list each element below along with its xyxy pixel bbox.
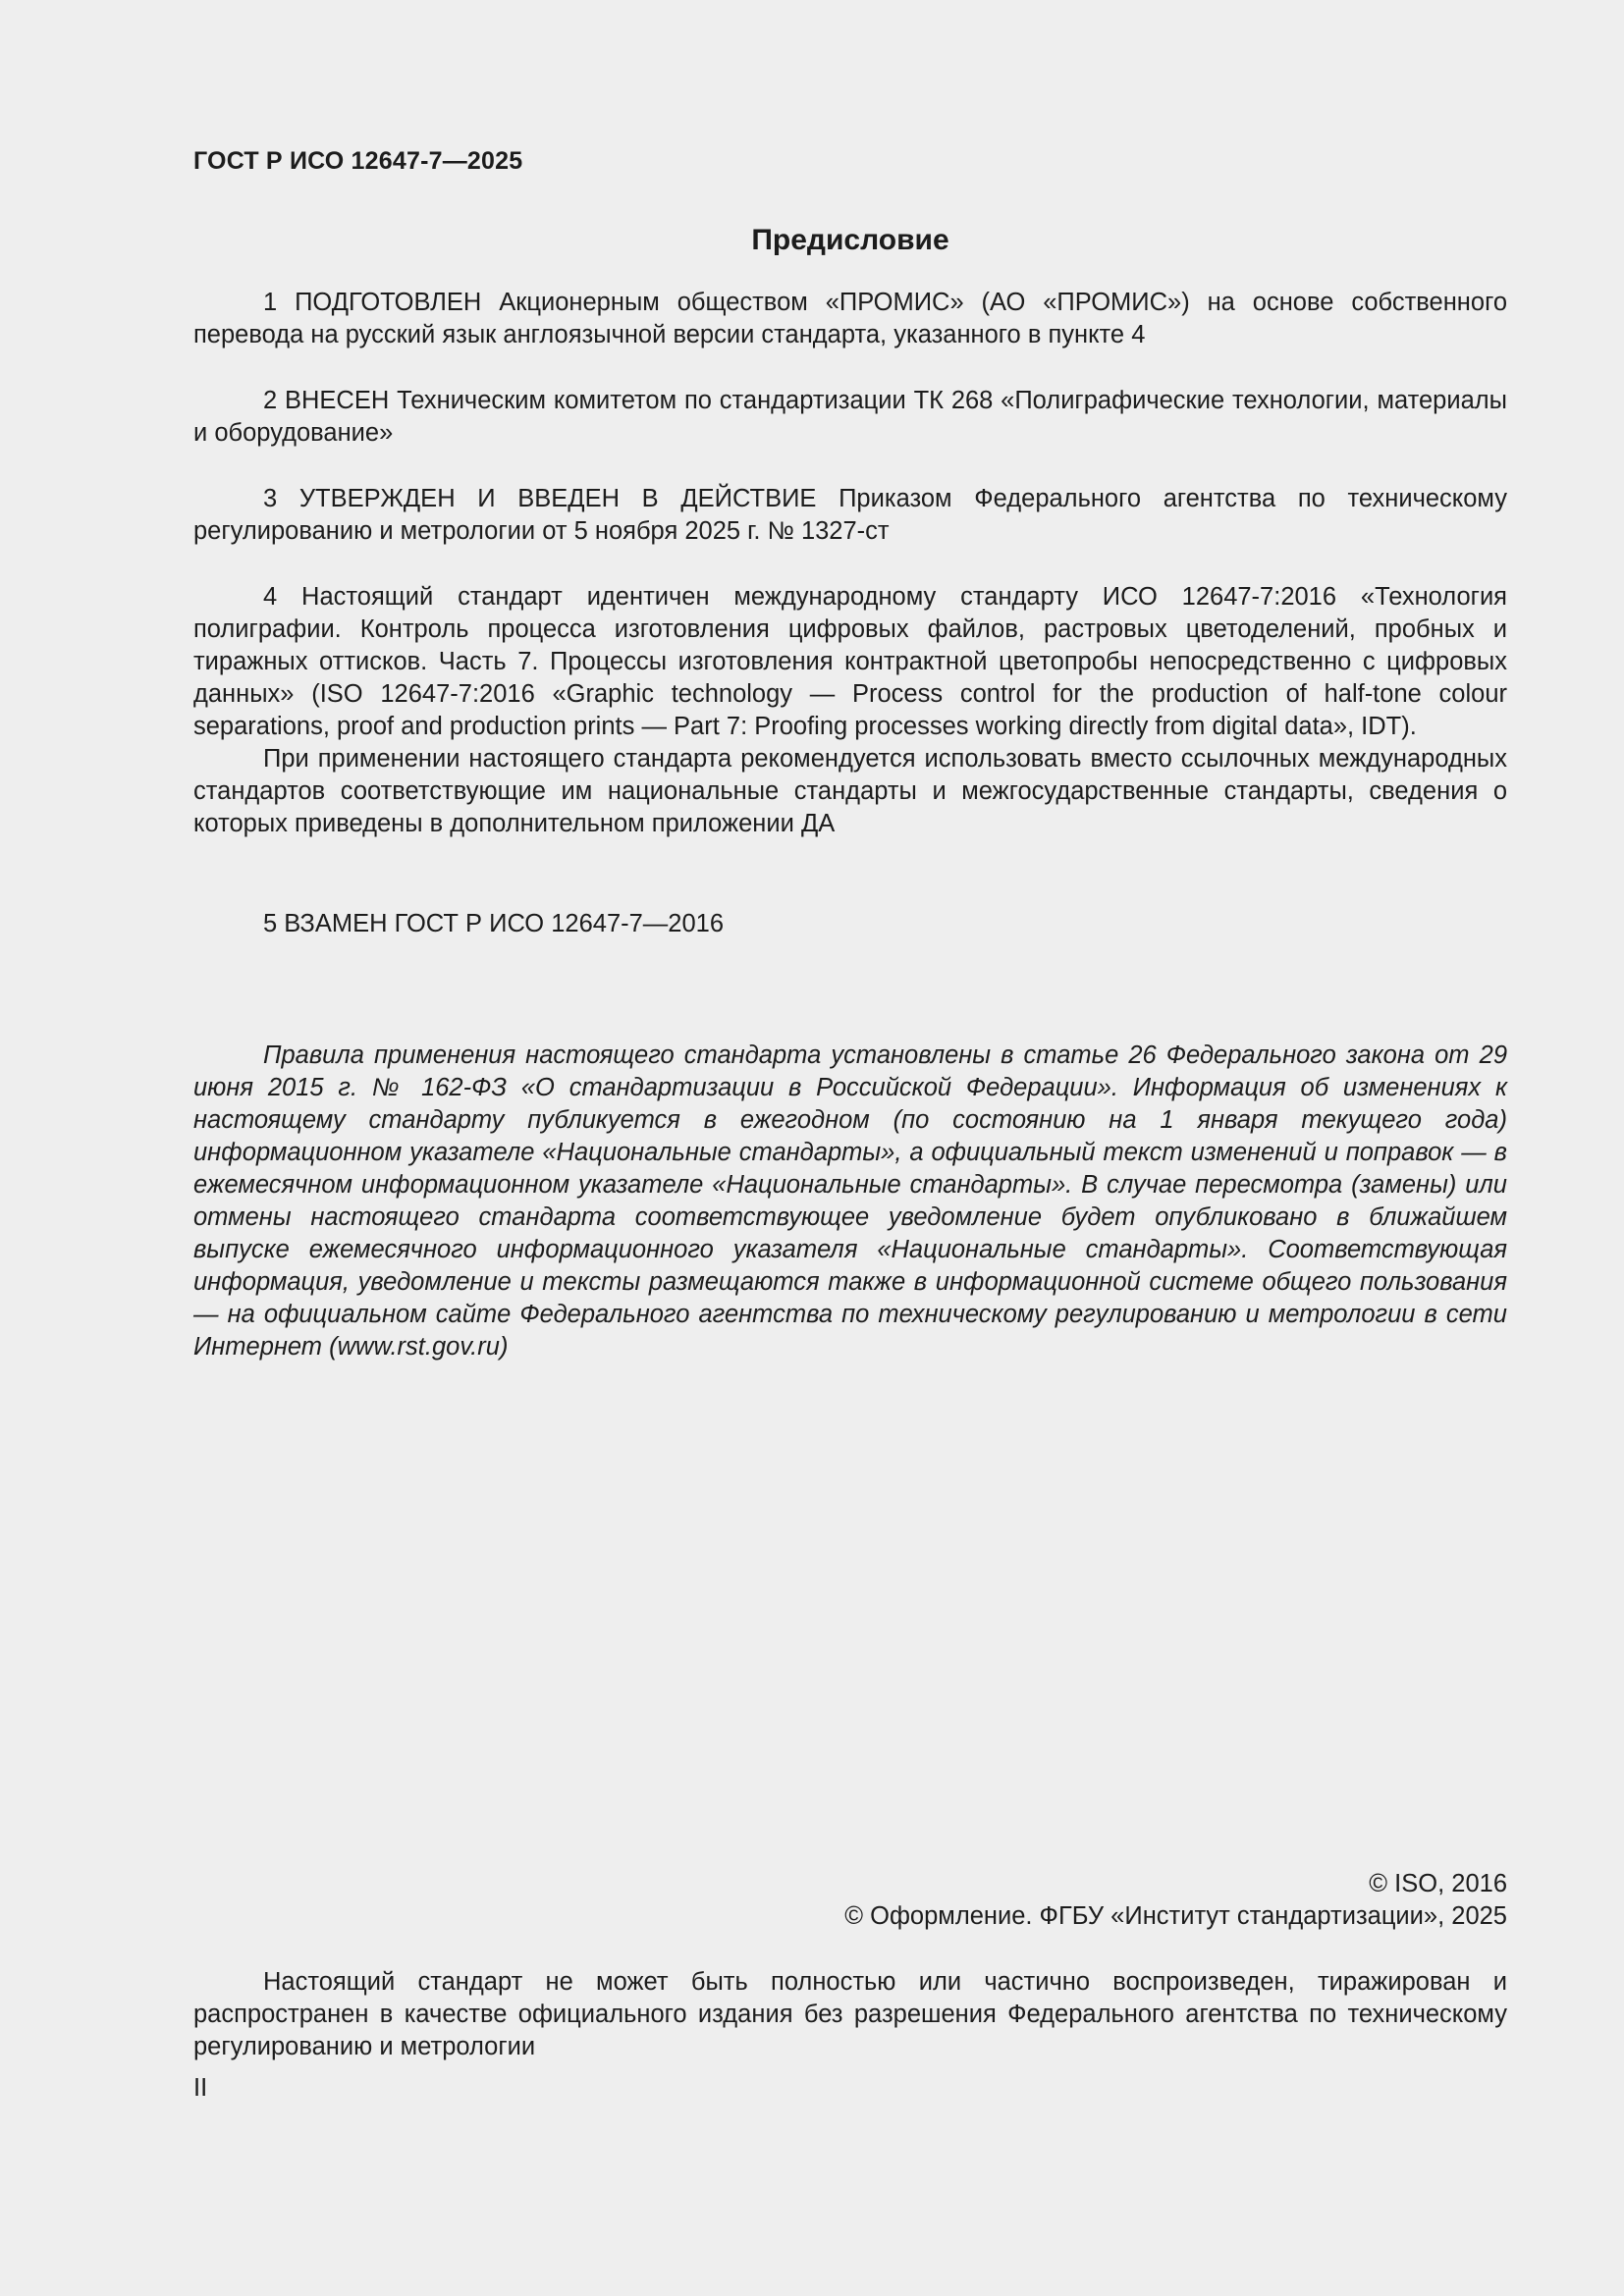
clause-3-text: 3 УТВЕРЖДЕН И ВВЕДЕН В ДЕЙСТВИЕ Приказом Федерального агентства по техническому регулированию и метрологии от 5 ноября 2025 г. № 1327-ст [193, 485, 1507, 545]
copyright-iso: © ISO, 2016 [1369, 1870, 1507, 1897]
foreword-title: Предисловие [751, 224, 949, 256]
clause-1-text: 1 ПОДГОТОВЛЕН Акционерным обществом «ПРОМИС» (АО «ПРОМИС») на основе собственного перевода на русский язык англоязычной версии стандарта, указанного в пункте 4 [193, 289, 1507, 348]
foreword-clause-2 [193, 385, 1507, 450]
clause-2-text: 2 ВНЕСЕН Техническим комитетом по стандартизации ТК 268 «Полиграфические технологии, материалы и оборудование» [193, 387, 1507, 447]
copyright-design: © Оформление. ФГБУ «Институт стандартизации», 2025 [844, 1902, 1507, 1930]
reproduction-notice [193, 1966, 1507, 2063]
clause-4-continuation: При применении настоящего стандарта рекомендуется использовать вместо ссылочных международных стандартов соответствующие им национальные стандарты и межгосударственные стандарты, сведения о которых приведены в дополнительном приложении ДА [193, 745, 1507, 837]
foreword-clause-5 [193, 908, 1507, 940]
copyright-block [193, 1868, 1507, 1933]
foreword-clause-4 [193, 581, 1507, 840]
reproduction-notice-text: Настоящий стандарт не может быть полностью или частично воспроизведен, тиражирован и распространен в качестве официального издания без разрешения Федерального агентства по техническому регулированию и метрологии [193, 1968, 1507, 2060]
clause-4-text: 4 Настоящий стандарт идентичен международному стандарту ИСО 12647-7:2016 «Технология полиграфии. Контроль процесса изготовления цифровых файлов, растровых цветоделений, пробных и тиражных оттисков. Часть 7. Процессы изготовления контрактной цветопробы непосредственно с цифровых данных» (ISO 12647-7:2016 «Graphic technology — Process control for the production of half-tone colour separations, proof and production prints — Part 7: Proofing processes working directly from digital data», IDT). [193, 583, 1507, 740]
legal-note-text: Правила применения настоящего стандарта установлены в статье 26 Федерального закона от 29 июня 2015 г. № 162-ФЗ «О стандартизации в Российской Федерации». Информация об изменениях к настоящему стандарту публикуется в ежегодном (по состоянию на 1 января текущего года) информационном указателе «Национальные стандарты», а официальный текст изменений и поправок — в ежемесячном информационном указателе «Национальные стандарты». В случае пересмотра (замены) или отмены настоящего стандарта соответствующее уведомление будет опубликовано в ближайшем выпуске ежемесячного информационного указателя «Национальные стандарты». Соответствующая информация, уведомление и тексты размещаются также в информационной системе общего пользования — на официальном сайте Федерального агентства по техническому регулированию и метрологии в сети Интернет (www.rst.gov.ru) [193, 1041, 1507, 1361]
clause-5-text: 5 ВЗАМЕН ГОСТ Р ИСО 12647-7—2016 [263, 910, 725, 937]
foreword-clause-3 [193, 483, 1507, 548]
foreword-clause-1 [193, 287, 1507, 351]
legal-application-note [193, 1040, 1507, 1363]
document-code-header: ГОСТ Р ИСО 12647-7—2025 [193, 147, 523, 175]
page-number: II [193, 2074, 208, 2102]
